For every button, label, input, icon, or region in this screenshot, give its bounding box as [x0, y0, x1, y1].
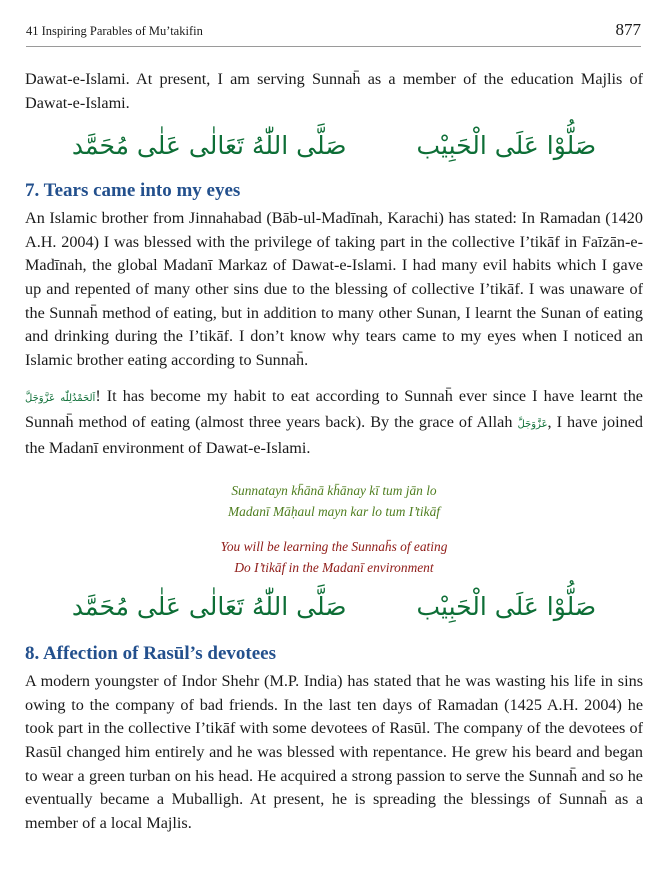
book-title: 41 Inspiring Parables of Mu’takifin [26, 24, 203, 38]
blessing-left: صَلَّى اللّٰهُ تَعَالٰى عَلٰى مُحَمَّد [71, 131, 347, 161]
translation-line-2: Do I’tikāf in the Madanī environment [234, 560, 434, 576]
section-8-paragraph: A modern youngster of Indor Shehr (M.P. India) has stated that he was wasting his life in sins owing to the company of bad friends. In the last ten days of Ramadan (1425 A.H. 2004) he took part in the collective I’tikāf with some devotees of Rasūl. The company of the devotees of Rasūl changed him entirely and he was blessed with repentance. He grew his beard and began to wear a green turban on his head. He acquired a strong passion to serve the Sunnah̄ and so he eventually became a Muballigh. At present, he is spreading the blessings of Sunnah̄ as a member of a local Majlis. [25, 672, 643, 832]
intro-paragraph: Dawat-e-Islami. At present, I am serving Sunnah̄ as a member of the education Majlis of Dawat-e-Islami. [25, 70, 643, 112]
section-7-paragraph-2-text-a: ! It has become my habit to eat according to Sunnah̄ ever since I have learnt the Sunnah̄ method of eating (almost three years back). By the grace of Allah [25, 387, 643, 431]
salutation-blessing [25, 131, 643, 160]
salutation-blessing-2 [25, 592, 643, 621]
couplet-line-2: Madanī Māḥaul mayn kar lo tum I’tikāf [228, 504, 440, 520]
couplet [25, 480, 643, 522]
blessing-right-2: صَلُّوْا عَلَى الْحَبِيْب [416, 592, 597, 622]
page-number: 877 [615, 20, 641, 39]
couplet-line-1: Sunnatayn kh̄ānā kh̄ānay kī tum jān lo [231, 483, 437, 499]
section-7-paragraph-1: An Islamic brother from Jinnahabad (Bāb-ul-Madīnah, Karachi) has stated: In Ramadan (1420 A.H. 2004) I was blessed with the privilege of taking part in the collective I’tikāf in Faīzān-e-Madīnah, the global Madanī Markaz of Dawat-e-Islami. I had many evil habits which I gave up and repented of many other sins due to the blessing of collective I’tikāf. I was unaware of the Sunnah̄ method of eating, but in addition to many other Sunan, I learnt the Sunan of eating and drinking during the I’tikāf. I don’t know why tears came to my eyes when I noticed an Islamic brother eating according to Sunnah̄. [25, 209, 643, 369]
section-7-paragraph-2-text-b: , I have joined the Madanī environment of Dawat-e-Islami. [25, 412, 643, 457]
section-7-heading: 7. Tears came into my eyes [25, 180, 241, 202]
running-header [26, 20, 641, 47]
couplet-translation [25, 536, 643, 578]
section-8-heading: 8. Affection of Rasūl’s devotees [25, 643, 277, 665]
blessing-left-2: صَلَّى اللّٰهُ تَعَالٰى عَلٰى مُحَمَّد [71, 592, 347, 622]
blessing-right: صَلُّوْا عَلَى الْحَبِيْب [416, 131, 597, 161]
page-content [25, 68, 643, 835]
translation-line-1: You will be learning the Sunnah̄s of eating [220, 539, 448, 555]
section-7-paragraph-2 [25, 385, 643, 460]
arabic-praise: اَلحَمْدُلِلّٰه عَزَّوَجَلَّ [25, 393, 96, 405]
arabic-honorific: عَزَّوَجَلَّ [517, 418, 548, 430]
